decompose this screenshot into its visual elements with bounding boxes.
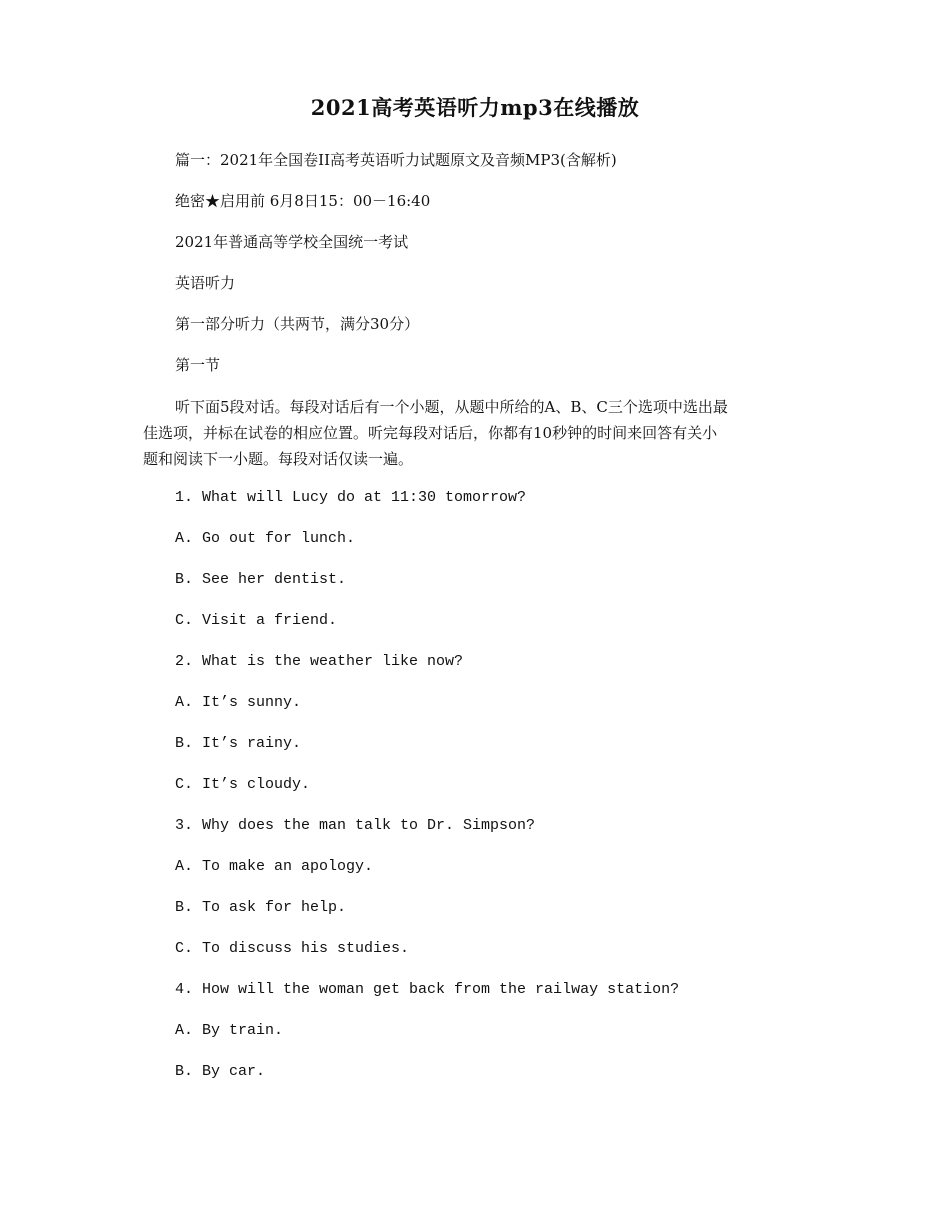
header-line-part-one: 第一部分听力（共两节，满分30分） [175,315,420,333]
header-line-section-one: 第一节 [175,356,221,374]
header-line-subject: 英语听力 [175,274,236,292]
question-1-option-c: C. Visit a friend. [175,612,338,629]
header-line-source: 篇一：2021年全国卷II高考英语听力试题原文及音频MP3(含解析) [175,151,617,169]
question-2: 2. What is the weather like now? [175,653,464,670]
question-3-option-b: B. To ask for help. [175,899,347,916]
question-2-option-a: A. It’s sunny. [175,694,302,711]
question-1-option-b: B. See her dentist. [175,571,347,588]
question-3: 3. Why does the man talk to Dr. Simpson? [175,817,536,834]
instructions-line: 佳选项，并标在试卷的相应位置。听完每段对话后，你都有10秒钟的时间来回答有关小 [143,424,718,442]
question-1: 1. What will Lucy do at 11:30 tomorrow? [175,489,527,506]
question-4: 4. How will the woman get back from the railway station? [175,981,680,998]
document-title: 2021高考英语听力mp3在线播放 [310,95,640,120]
instructions-line: 题和阅读下一小题。每段对话仅读一遍。 [143,450,414,468]
question-2-option-c: C. It’s cloudy. [175,776,311,793]
instructions-paragraph [143,394,813,472]
header-line-confidential: 绝密★启用前 6月8日15：00－16:40 [175,192,431,210]
question-1-option-a: A. Go out for lunch. [175,530,356,547]
question-3-option-c: C. To discuss his studies. [175,940,410,957]
question-4-option-b: B. By car. [175,1063,266,1080]
question-2-option-b: B. It’s rainy. [175,735,302,752]
header-line-exam-name: 2021年普通高等学校全国统一考试 [175,233,409,251]
instructions-line: 听下面5段对话。每段对话后有一个小题，从题中所给的A、B、C三个选项中选出最 [175,398,728,416]
question-4-option-a: A. By train. [175,1022,284,1039]
question-3-option-a: A. To make an apology. [175,858,374,875]
